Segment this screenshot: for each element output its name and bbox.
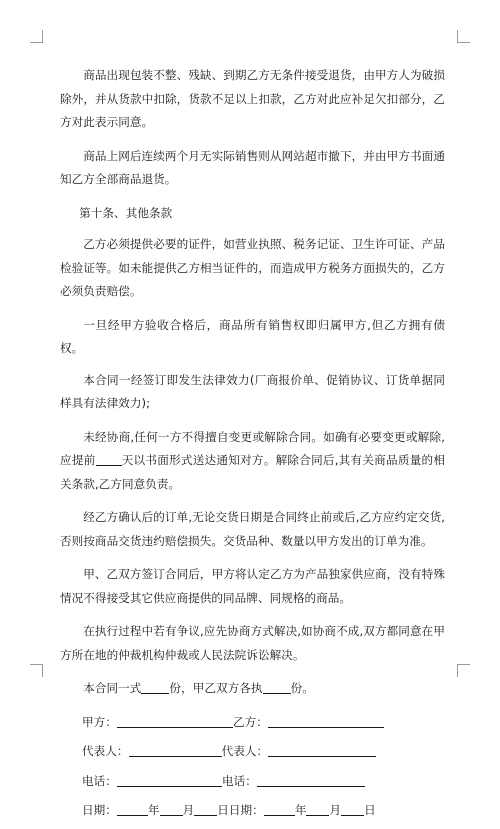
- signature-date-row: [60, 799, 445, 823]
- date-a-month-label: 月: [182, 803, 195, 817]
- date-b-year-field[interactable]: [264, 802, 295, 816]
- rep-a-label: 代表人：: [82, 744, 129, 758]
- paragraph-certificates: 乙方必须提供必要的证件，如营业执照、税务记证、卫生许可证、产品检验证等。如未能提供乙方相当证件的，而造成甲方税务方面损失的，乙方必须负责赔偿。: [60, 237, 445, 298]
- copies-text-2: 份，甲乙双方各执: [169, 681, 263, 695]
- date-b-month-field[interactable]: [306, 802, 329, 816]
- signature-party-row: [60, 711, 445, 735]
- date-a-year-field[interactable]: [117, 802, 148, 816]
- paragraph-return-damaged: 商品出现包装不整、残缺、到期乙方无条件接受退货，由甲方人为破损除外，并从货款中扣除，货款不足以上扣款，乙方对此应补足欠扣部分，乙方对此表示同意。: [60, 68, 445, 129]
- crop-mark-bottom-left: [30, 664, 43, 677]
- phone-a-label: 电话：: [82, 773, 117, 788]
- date-b-day-label: 日: [364, 803, 376, 817]
- signature-representative-row: [60, 740, 445, 764]
- signature-phone-row: [60, 770, 445, 794]
- crop-mark-bottom-right: [457, 664, 470, 677]
- date-b-month-label: 月: [329, 803, 342, 817]
- paragraph-modification: [60, 426, 445, 497]
- phone-a-field[interactable]: [117, 773, 222, 787]
- party-b-field[interactable]: [268, 714, 384, 728]
- document-body: [60, 64, 445, 829]
- paragraph-copies: [60, 677, 445, 701]
- section-heading: 第十条、其他条款: [79, 205, 173, 220]
- paragraph-exclusive-supplier: 甲、乙双方签订合同后，甲方将认定乙方为产品独家供应商，没有特殊情况不得接受其它供应商提供的同品牌、同规格的商品。: [60, 567, 445, 605]
- crop-mark-top-right: [457, 30, 470, 43]
- date-a-year-label: 年: [147, 803, 160, 817]
- phone-b-field[interactable]: [257, 773, 365, 787]
- paragraph-modification-part1: 未经协商,任何一方不得擅自变更或解除合同。如确有必要变更或解除,应提前: [60, 429, 445, 467]
- copies-text-1: 本合同一式: [83, 681, 142, 695]
- date-a-label: 日期：: [82, 803, 117, 817]
- paragraph-ownership: 一旦经甲方验收合格后，商品所有销售权即归属甲方,但乙方拥有债权。: [60, 317, 445, 355]
- paragraph-disputes: 在执行过程中若有争议,应先协商方式解决,如协商不成,双方都同意在甲方所在地的仲裁机构仲裁或人民法院诉讼解决。: [60, 624, 445, 662]
- date-b-year-label: 年: [294, 803, 307, 817]
- crop-mark-top-left: [30, 30, 43, 43]
- copies-text-3: 份。: [290, 681, 314, 695]
- rep-b-field[interactable]: [268, 743, 376, 757]
- date-b-day-field[interactable]: [341, 802, 364, 816]
- party-b-label: 乙方：: [232, 714, 268, 729]
- paragraph-delist: 商品上网后连续两个月无实际销售则从网站超市撤下，并由甲方书面通知乙方全部商品退货。: [60, 148, 445, 186]
- date-b-label: 日日期：: [217, 803, 264, 817]
- party-a-field[interactable]: [117, 714, 233, 728]
- date-a-day-field[interactable]: [194, 802, 217, 816]
- date-a-month-field[interactable]: [160, 802, 183, 816]
- blank-notice-days: [96, 452, 122, 466]
- paragraph-orders: 经乙方确认后的订单,无论交货日期是合同终止前或后,乙方应约定交货,否则按商品交货违约赔偿损失。交货品种、数量以甲方发出的订单为准。: [60, 510, 445, 548]
- party-a-label: 甲方：: [82, 714, 117, 729]
- blank-copies-total: [141, 680, 169, 694]
- phone-b-label: 电话：: [221, 773, 257, 788]
- blank-copies-each: [263, 680, 291, 694]
- rep-b-label: 代表人：: [221, 744, 269, 758]
- paragraph-legal-effect: 本合同一经签订即发生法律效力(厂商报价单、促销协议、订货单据同样具有法律效力);: [60, 372, 445, 410]
- paragraph-modification-part2: 天以书面形式送达通知对方。解除合同后,其有关商品质量的相关条款,乙方同意负责。: [60, 453, 445, 491]
- rep-a-field[interactable]: [129, 743, 222, 757]
